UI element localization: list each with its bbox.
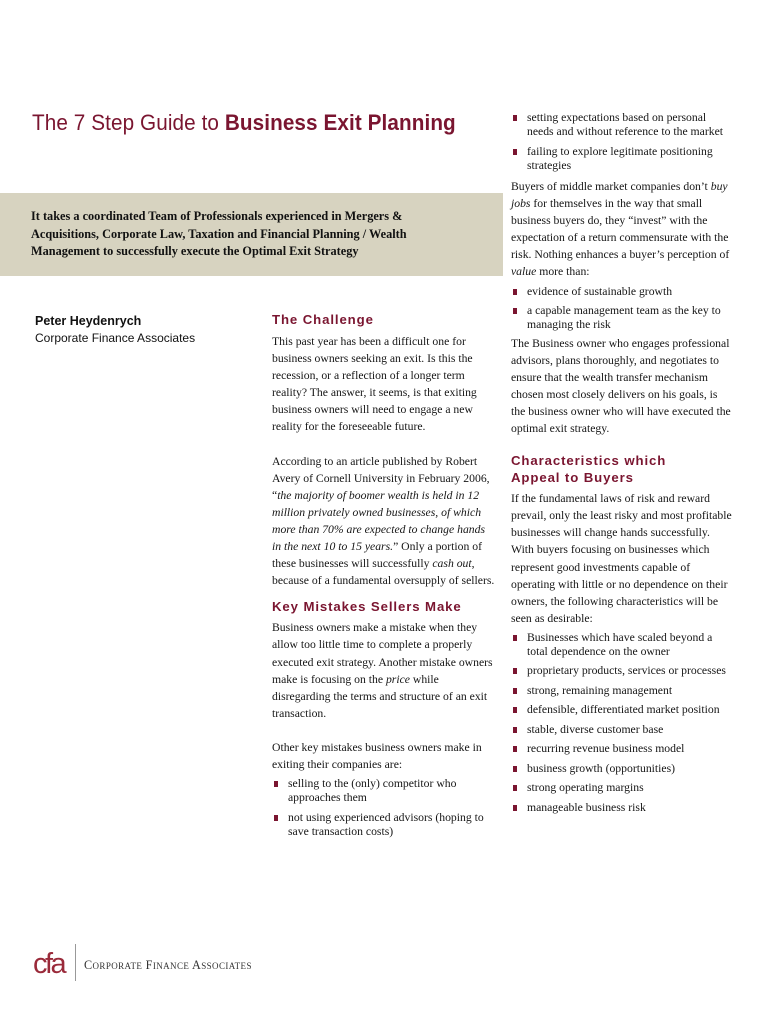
intro-text: It takes a coordinated Team of Professionals experienced in Mergers & Acquisitions, Corporate Law, Taxation and Financial Planning / Wealth Management to successfully execute the Optimal Exit Strategy — [31, 209, 407, 258]
logo-divider — [75, 944, 76, 981]
characteristics-heading-line-2: Appeal to Buyers — [511, 470, 634, 486]
list-item: setting expectations based on personal needs and without reference to the market — [511, 111, 733, 139]
list-item: not using experienced advisors (hoping to save transaction costs) — [272, 811, 496, 839]
challenge-paragraph-1: This past year has been a difficult one for business owners seeking an exit. Is this the recession, or a reflection of a longer term reality? The answer, it seems, is that exiting business owners will need to engage a new reality for the foreseeable future. — [272, 335, 477, 434]
buyers-body-2 — [511, 335, 733, 438]
list-item: stable, diverse customer base — [511, 723, 733, 737]
cfa-logo-text: Corporate Finance Associates — [84, 958, 252, 972]
challenge-p2-cash-out: cash out — [432, 557, 472, 571]
challenge-p2-quote: the majority of boomer wealth is held in 12 million privately owned businesses, of which more than 70% are expected to change hands in the next 10 to 15 years. — [272, 488, 486, 554]
mistakes-p1-price: price — [385, 672, 410, 686]
buyers-paragraph-1 — [511, 178, 733, 281]
author-company: Corporate Finance Associates — [35, 331, 196, 345]
characteristics-heading-line-1: Characteristics which — [511, 453, 667, 469]
mistakes-heading: Key Mistakes Sellers Make — [272, 599, 462, 615]
challenge-p2-text-b: ” Only a portion of these businesses will successfully — [272, 540, 483, 571]
list-item: recurring revenue business model — [511, 742, 733, 756]
list-item: business growth (opportunities) — [511, 762, 733, 776]
list-item: a capable management team as the key to managing the risk — [511, 304, 733, 332]
mistakes-paragraph-1 — [272, 619, 496, 722]
list-item: evidence of sustainable growth — [511, 285, 733, 299]
buyers-p1-text-a: Buyers of middle market companies don’t — [511, 180, 711, 193]
challenge-p2-text-a: According to an article published by Robert Avery of Cornell University in February 2006, “ — [272, 454, 490, 502]
mistakes-p1-text-b: while disregarding the terms and structure of an exit transaction. — [272, 672, 488, 720]
challenge-paragraph-2 — [272, 453, 496, 590]
list-item: strong operating margins — [511, 781, 733, 795]
buyers-p1-text-b: for themselves in the way that small business buyers do, they “invest” with the expectation of a return commensurate with the risk. Nothing enhances a buyer’s perception of — [511, 197, 730, 262]
buyers-p1-value: value — [511, 265, 537, 279]
buyers-paragraph-2: The Business owner who engages professional advisors, plans thoroughly, and negotiates to ensure that the wealth transfer mechanism chosen most closely delivers on his goals, is the business owner who will have executed the optimal exit strategy. — [511, 336, 731, 436]
list-item: Businesses which have scaled beyond a total dependence on the owner — [511, 631, 733, 659]
mistakes-list — [272, 777, 496, 839]
mistakes-p1-text-a: Business owners make a mistake when they allow too little time to complete a properly executed exit strategy. Another mistake owners make is focusing on the — [272, 621, 493, 686]
list-item: manageable business risk — [511, 801, 733, 815]
mistakes-body — [272, 619, 496, 773]
mistakes-paragraph-2: Other key mistakes business owners make in exiting their companies are: — [272, 740, 482, 771]
characteristics-paragraph-1: If the fundamental laws of risk and reward prevail, only the least risky and most profitable businesses will change hands successfully. With buyers focusing on businesses which represent good investments capable of operating with little or no dependence on their owners, the following characteristics will be seen as desirable: — [511, 492, 732, 625]
challenge-heading: The Challenge — [272, 312, 374, 327]
title-prefix: The 7 Step Guide to — [32, 110, 225, 135]
cfa-logo-mark: cfa — [33, 948, 65, 980]
buyers-p1-text-c: more than: — [536, 265, 590, 279]
list-item: strong, remaining management — [511, 684, 733, 698]
list-item: proprietary products, services or processes — [511, 664, 733, 678]
characteristics-body — [511, 490, 733, 627]
characteristics-list — [511, 631, 733, 815]
list-item: defensible, differentiated market position — [511, 703, 733, 717]
column-middle — [272, 311, 496, 844]
challenge-p2-text-c: , because of a fundamental oversupply of sellers. — [272, 557, 495, 588]
challenge-body — [272, 333, 496, 589]
characteristics-heading — [511, 452, 733, 486]
document-title — [32, 110, 456, 136]
title-bold: Business Exit Planning — [224, 110, 456, 135]
author-name: Peter Heydenrych — [35, 314, 142, 328]
column-right — [511, 111, 733, 820]
mistakes-list-continued — [511, 111, 733, 173]
buyers-p1-buy-jobs: buy jobs — [511, 180, 728, 211]
list-item: selling to the (only) competitor who approaches them — [272, 777, 496, 805]
buyers-list — [511, 285, 733, 333]
list-item: failing to explore legitimate positioning strategies — [511, 145, 733, 173]
buyers-body — [511, 178, 733, 281]
